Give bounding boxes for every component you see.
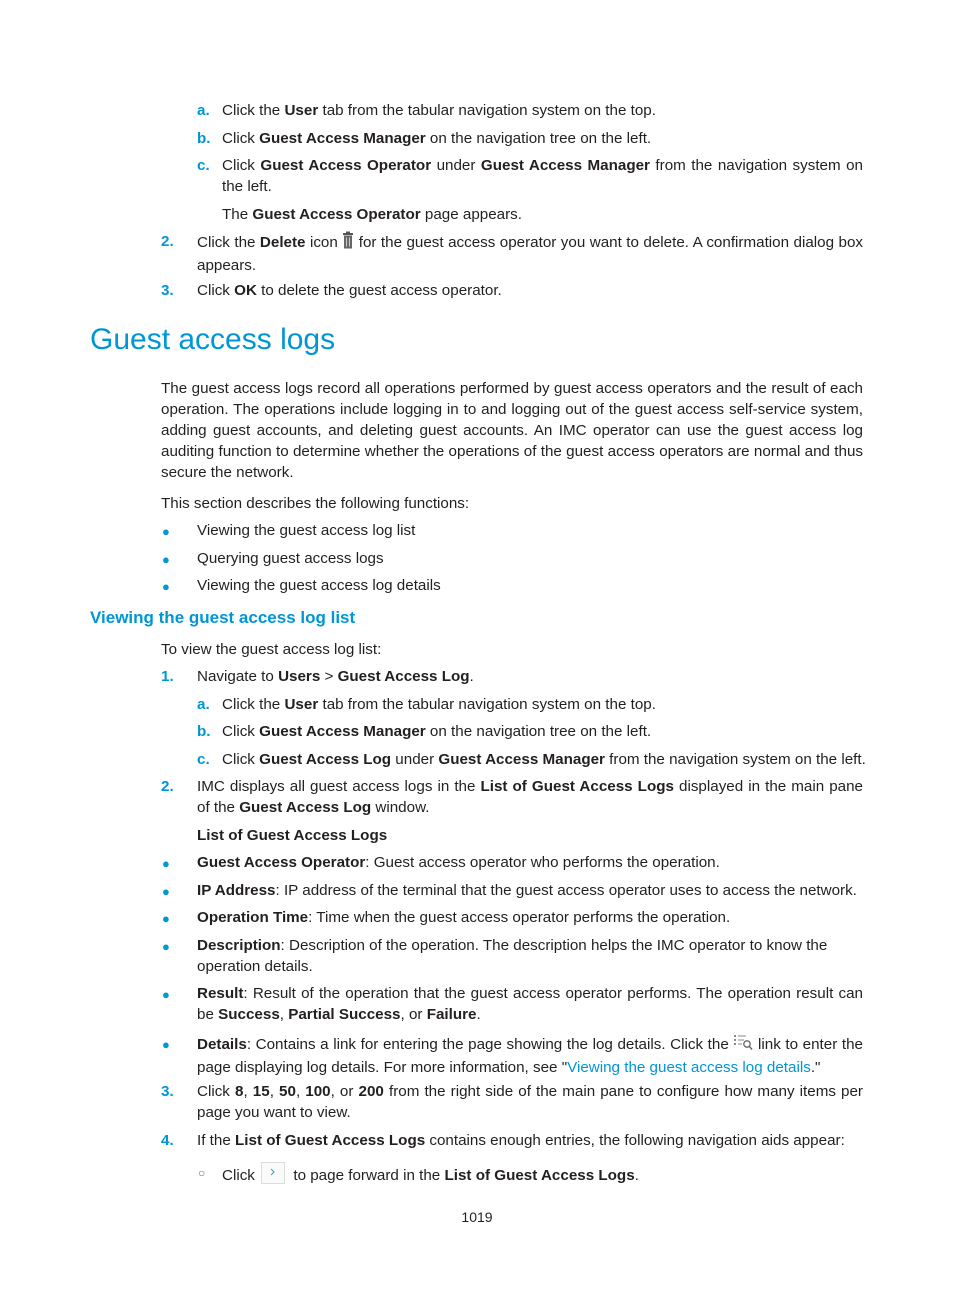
chevron-right-icon[interactable] [261, 1162, 285, 1190]
bullet-dot-icon: ● [162, 884, 170, 899]
step-4: If the List of Guest Access Logs contains enough entries, the following navigation aids appear: [197, 1132, 845, 1149]
bullet-dot-icon: ● [162, 939, 170, 954]
circle-bullet-icon: ○ [198, 1166, 206, 1180]
top-step-2: Click the Delete icon for the guest access operator you want to delete. A confirmation dialog box appears. [197, 231, 863, 276]
step-marker: a. [197, 696, 210, 713]
field-item: Result: Result of the operation that the guest access operator performs. The operation result can be Success, Partial Success, or Failure. [197, 985, 863, 1023]
list-heading: List of Guest Access Logs [197, 827, 388, 844]
sub-a: Click the User tab from the tabular navigation system on the top. [222, 696, 656, 713]
top-sub-b: Click Guest Access Manager on the navigation tree on the left. [222, 130, 652, 147]
step-marker: b. [197, 130, 211, 147]
bullet-dot-icon: ● [162, 911, 170, 926]
step-marker: 2. [161, 778, 174, 795]
step-marker: 2. [161, 233, 174, 250]
field-item: IP Address: IP address of the terminal that the guest access operator uses to access the network. [197, 882, 857, 899]
subsection-intro: To view the guest access log list: [161, 641, 382, 658]
field-item: Operation Time: Time when the guest access operator performs the operation. [197, 909, 731, 926]
top-sub-c: Click Guest Access Operator under Guest Access Manager from the navigation system on the left. [222, 157, 863, 195]
bullet-dot-icon: ● [162, 856, 170, 871]
bullet-dot-icon: ● [162, 579, 170, 594]
step-1: Navigate to Users > Guest Access Log. [197, 668, 474, 685]
step-marker: 4. [161, 1132, 174, 1149]
function-link[interactable]: Viewing the guest access log list [197, 522, 416, 539]
details-icon[interactable] [733, 1033, 753, 1057]
field-item: Details: Contains a link for entering the page showing the log details. Click the link to enter the page displaying log details. For more information, see "Viewing the guest access log details." [197, 1033, 863, 1078]
step-2: IMC displays all guest access logs in the List of Guest Access Logs displayed in the main pane of the Guest Access Log window. [197, 778, 864, 816]
bullet-dot-icon: ● [162, 524, 170, 539]
function-link[interactable]: Viewing the guest access log details [197, 577, 441, 594]
field-item: Description: Description of the operation. The description helps the IMC operator to know the operation details. [197, 937, 828, 975]
step-marker: b. [197, 723, 211, 740]
nav-aid-item: Click to page forward in the List of Guest Access Logs. [222, 1162, 639, 1190]
function-link[interactable]: Querying guest access logs [197, 550, 384, 567]
page-number: 1019 [461, 1209, 493, 1225]
top-note: The Guest Access Operator page appears. [222, 206, 522, 223]
section-intro: The guest access logs record all operations performed by guest access operators and the result of each operation. The operations include logging in to and logging out of the guest access self-service system, adding guest accounts, and deleting guest accounts. An IMC operator can use the guest access log auditing function to determine whether the operations of the guest access operators are normal and thus secure the network. [161, 380, 863, 481]
bullet-dot-icon: ● [162, 987, 170, 1002]
top-sub-a: Click the User tab from the tabular navigation system on the top. [222, 102, 656, 119]
details-link[interactable]: Viewing the guest access log details [567, 1059, 811, 1076]
sub-b: Click Guest Access Manager on the navigation tree on the left. [222, 723, 652, 740]
step-marker: 3. [161, 282, 174, 299]
top-step-3: Click OK to delete the guest access operator. [197, 282, 502, 299]
sub-c: Click Guest Access Log under Guest Access Manager from the navigation system on the left. [222, 751, 866, 768]
subsection-title: Viewing the guest access log list [90, 608, 356, 627]
section-title: Guest access logs [90, 323, 336, 356]
bullet-dot-icon: ● [162, 1037, 170, 1052]
step-marker: 3. [161, 1083, 174, 1100]
field-item: Guest Access Operator: Guest access operator who performs the operation. [197, 854, 720, 871]
step-3: Click 8, 15, 50, 100, or 200 from the right side of the main pane to configure how many items per page you want to view. [197, 1083, 863, 1121]
step-marker: 1. [161, 668, 174, 685]
step-marker: a. [197, 102, 210, 119]
bullet-dot-icon: ● [162, 552, 170, 567]
functions-intro: This section describes the following functions: [161, 495, 470, 512]
step-marker: c. [197, 157, 210, 174]
step-marker: c. [197, 751, 210, 768]
trash-icon [342, 231, 354, 255]
